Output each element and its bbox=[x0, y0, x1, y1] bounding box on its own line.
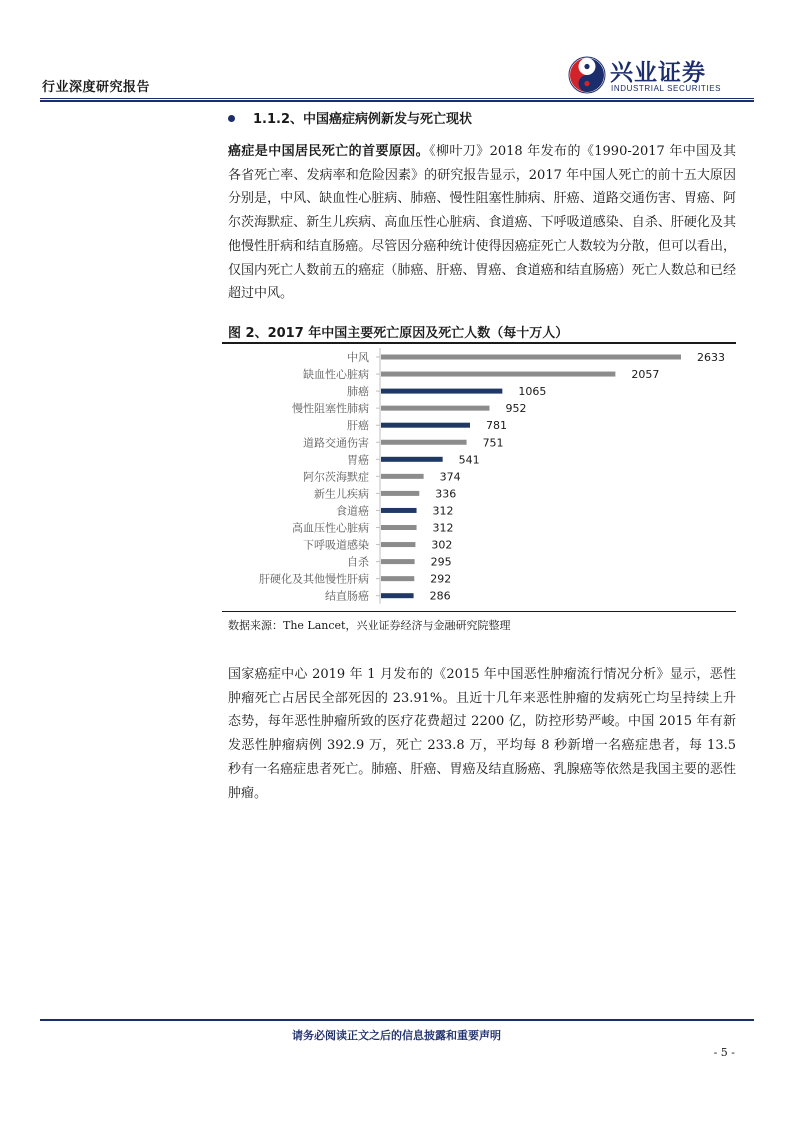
death-causes-chart-svg bbox=[222, 344, 736, 610]
bar-value-label: 952 bbox=[505, 402, 527, 416]
bar bbox=[381, 576, 414, 581]
bar bbox=[381, 406, 489, 411]
bar bbox=[381, 593, 414, 598]
bar-value-label: 2057 bbox=[631, 368, 660, 382]
brand-subtitle: INDUSTRIAL SECURITIES bbox=[611, 84, 722, 93]
bar-value-label: 312 bbox=[432, 504, 454, 518]
category-label: 道路交通伤害 bbox=[303, 436, 369, 450]
header-divider-thick bbox=[40, 100, 754, 102]
bar-value-label: 2633 bbox=[697, 351, 725, 364]
report-type-title: 行业深度研究报告 bbox=[42, 80, 151, 95]
brand-logo-icon bbox=[568, 56, 606, 94]
bar-value-label: 541 bbox=[458, 453, 480, 467]
bar bbox=[381, 508, 417, 513]
intro-body: 《柳叶刀》2018 年发布的《1990-2017 年中国及其各省死亡率、发病率和危险因素》的研究报告显示，2017 年中国人死亡的前十五大原因分别是，中风、缺血性心脏病、肺癌、慢性阻塞性肺病、肝癌、道路交通伤害、胃癌、阿尔茨海默症、新生儿疾病、高血压性心脏病、食道癌、下呼吸道感染、自杀、肝硬化及其他慢性肝病和结直肠癌。尽管因分癌种统计使得因癌症死亡人数较为分散，但可以看出，仅国内死亡人数前五的癌症（肺癌、肝癌、胃癌、食道癌和结直肠癌）死亡人数总和已经超过中风。 bbox=[228, 144, 736, 302]
category-label: 下呼吸道感染 bbox=[303, 538, 369, 552]
figure-source: 数据来源：The Lancet，兴业证券经济与金融研究院整理 bbox=[228, 619, 511, 632]
section-title: 中国癌症病例新发与死亡现状 bbox=[303, 112, 473, 127]
figure-title: 图 2、2017 年中国主要死亡原因及死亡人数（每十万人） bbox=[228, 326, 569, 341]
category-label: 慢性阻塞性肺病 bbox=[292, 402, 369, 416]
cancer-stats-paragraph: 国家癌症中心 2019 年 1 月发布的《2015 年中国恶性肿瘤流行情况分析》显示，恶性肿瘤死亡占居民全部死因的 23.91%。且近十几年来恶性肿瘤的发病死亡均呈持续上升态势，每年恶性肿瘤所致的医疗花费超过 2200 亿，防控形势严峻。中国 2015 年有新发恶性肿瘤病例 392.9 万，死亡 233.8 万，平均每 8 秒新增一名癌症患者，每 13.5 秒有一名癌症患者死亡。肺癌、肝癌、胃癌及结直肠癌、乳腺癌等依然是我国主要的恶性肿瘤。 bbox=[228, 667, 736, 801]
intro-lead: 癌症是中国居民死亡的首要原因。 bbox=[228, 144, 430, 159]
category-label: 缺血性心脏病 bbox=[303, 368, 369, 382]
page-number: - 5 - bbox=[713, 1046, 735, 1059]
bar bbox=[381, 423, 470, 428]
bar bbox=[381, 355, 681, 360]
bar-value-label: 286 bbox=[429, 589, 451, 603]
brand-logo bbox=[568, 54, 738, 98]
bar bbox=[381, 440, 467, 445]
category-label: 食道癌 bbox=[336, 504, 369, 518]
bar-value-label: 312 bbox=[432, 521, 454, 535]
bar bbox=[381, 372, 615, 377]
bar bbox=[381, 389, 502, 394]
category-label: 结直肠癌 bbox=[325, 589, 369, 603]
intro-paragraph bbox=[228, 140, 736, 306]
bar-value-label: 781 bbox=[485, 419, 507, 433]
category-label: 中风 bbox=[347, 351, 369, 364]
disclaimer-note: 请务必阅读正文之后的信息披露和重要声明 bbox=[292, 1029, 501, 1042]
footer-divider bbox=[40, 1019, 754, 1021]
category-label: 肺癌 bbox=[347, 385, 369, 399]
bar bbox=[381, 491, 419, 496]
bar-value-label: 292 bbox=[430, 572, 452, 586]
bullet-icon bbox=[228, 115, 235, 122]
bar bbox=[381, 525, 417, 530]
bar-value-label: 751 bbox=[482, 436, 504, 450]
header-divider bbox=[40, 98, 754, 99]
category-label: 自杀 bbox=[347, 555, 369, 569]
bar-value-label: 336 bbox=[435, 487, 457, 501]
category-label: 肝癌 bbox=[347, 419, 369, 433]
bar bbox=[381, 474, 424, 479]
bar-value-label: 302 bbox=[431, 538, 453, 552]
bar-value-label: 374 bbox=[439, 470, 461, 484]
category-label: 肝硬化及其他慢性肝病 bbox=[259, 572, 369, 586]
section-heading bbox=[228, 108, 472, 127]
figure-bottom-rule bbox=[222, 611, 736, 612]
bar bbox=[381, 542, 415, 547]
category-label: 新生儿疾病 bbox=[314, 487, 369, 501]
bar-value-label: 295 bbox=[430, 555, 452, 569]
section-number: 1.1.2、 bbox=[253, 112, 304, 127]
brand-name: 兴业证券 bbox=[610, 60, 706, 86]
bar bbox=[381, 457, 443, 462]
death-causes-chart bbox=[222, 344, 736, 610]
bar-value-label: 1065 bbox=[518, 385, 547, 399]
category-label: 高血压性心脏病 bbox=[292, 521, 369, 535]
bar bbox=[381, 559, 415, 564]
category-label: 阿尔茨海默症 bbox=[303, 470, 369, 484]
category-label: 胃癌 bbox=[347, 453, 369, 467]
